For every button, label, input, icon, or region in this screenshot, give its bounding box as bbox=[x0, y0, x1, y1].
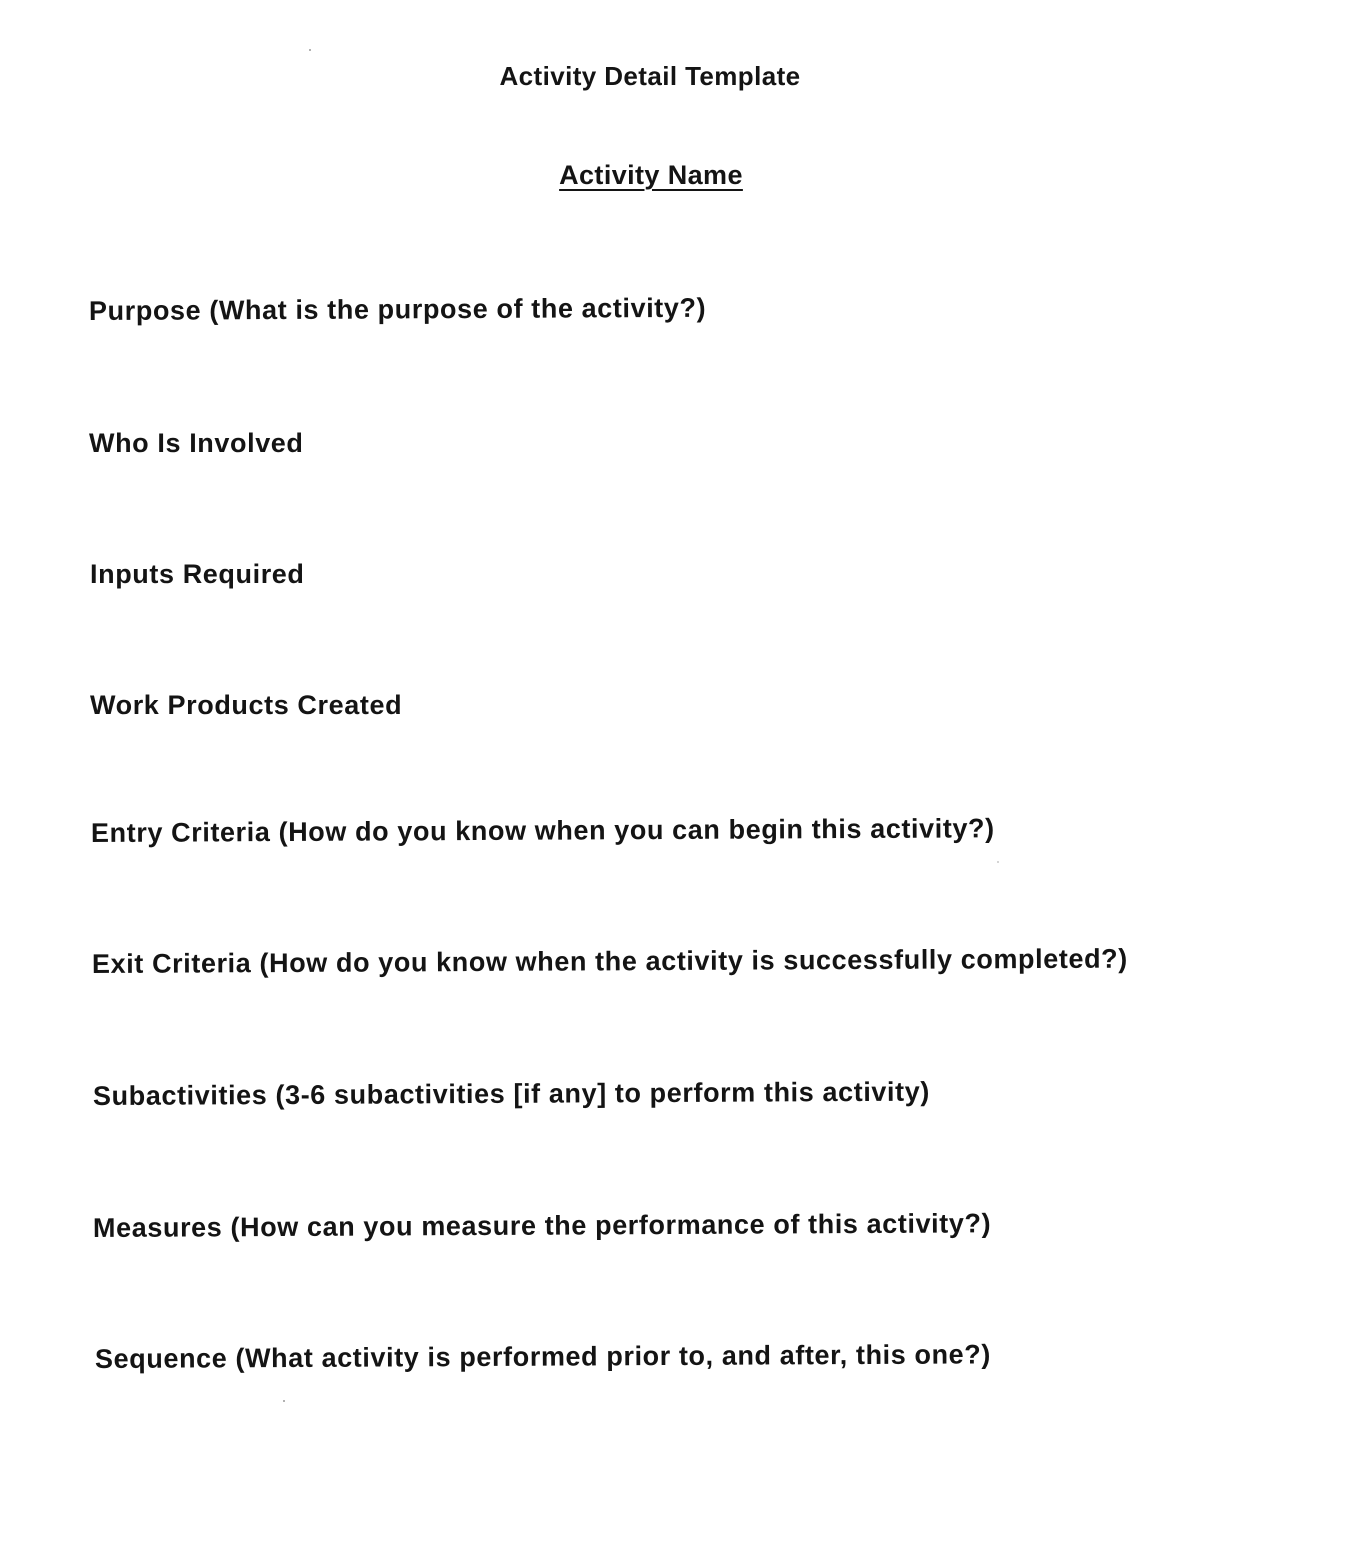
section-inputs-required: Inputs Required bbox=[90, 559, 305, 589]
section-who-is-involved: Who Is Involved bbox=[89, 428, 304, 458]
section-purpose: Purpose (What is the purpose of the activity?) bbox=[88, 292, 707, 326]
activity-name-label: Activity Name bbox=[559, 160, 743, 190]
section-entry-criteria: Entry Criteria (How do you know when you can begin this activity?) bbox=[90, 813, 995, 848]
scan-speck bbox=[997, 861, 999, 863]
section-exit-criteria: Exit Criteria (How do you know when the activity is successfully completed?) bbox=[91, 943, 1128, 979]
scan-speck bbox=[283, 1400, 285, 1402]
scan-speck bbox=[309, 49, 311, 51]
document-title: Activity Detail Template bbox=[499, 61, 801, 91]
section-work-products-created: Work Products Created bbox=[90, 690, 403, 720]
section-measures: Measures (How can you measure the performance of this activity?) bbox=[92, 1208, 992, 1243]
section-sequence: Sequence (What activity is performed prior to, and after, this one?) bbox=[94, 1339, 992, 1374]
section-subactivities: Subactivities (3-6 subactivities [if any] to perform this activity) bbox=[92, 1076, 930, 1111]
